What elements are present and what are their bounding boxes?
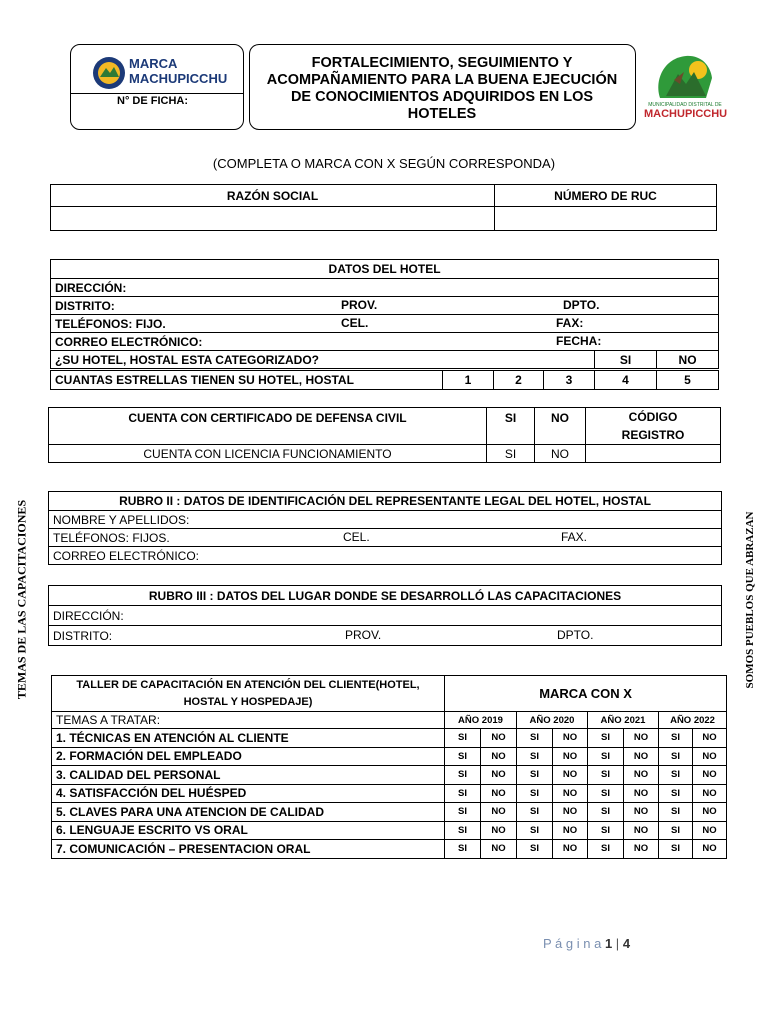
tema-no-option[interactable]: NO [553, 784, 588, 803]
taller-row [52, 747, 727, 766]
tema-no-option[interactable]: NO [693, 821, 727, 840]
pagina-label: P á g i n a [543, 936, 602, 951]
tema-no-option[interactable]: NO [481, 821, 517, 840]
tema-si-option[interactable]: SI [659, 803, 693, 822]
rubro3-distrito-row[interactable] [49, 626, 722, 646]
tema-si-option[interactable]: SI [659, 840, 693, 859]
rubro2-cel-label: CEL. [343, 530, 370, 544]
rubro3-table [48, 585, 722, 646]
rubro3-dpto-label: DPTO. [557, 628, 594, 642]
razon-social-header: RAZÓN SOCIAL [51, 185, 495, 207]
instruction-text: (COMPLETA O MARCA CON X SEGÚN CORRESPONDA) [212, 156, 556, 171]
rubro3-title: RUBRO III : DATOS DEL LUGAR DONDE SE DESARROLLÓ LAS CAPACITACIONES [49, 586, 722, 606]
tema-no-option[interactable]: NO [481, 729, 517, 748]
tema-no-option[interactable]: NO [481, 784, 517, 803]
tema-si-option[interactable]: SI [588, 803, 624, 822]
direccion-field[interactable]: DIRECCIÓN: [51, 279, 719, 297]
dpto-label: DPTO. [563, 298, 600, 312]
tema-si-option[interactable]: SI [445, 784, 481, 803]
certificado-table [48, 407, 721, 463]
tema-no-option[interactable]: NO [624, 840, 659, 859]
tema-si-option[interactable]: SI [517, 803, 553, 822]
title-box [249, 44, 636, 130]
tema-no-option[interactable]: NO [624, 747, 659, 766]
correo-label: CORREO ELECTRÓNICO: [55, 334, 203, 349]
temas-header: TEMAS A TRATAR: [52, 712, 445, 729]
tema-si-option[interactable]: SI [659, 821, 693, 840]
tema-si-option[interactable]: SI [588, 821, 624, 840]
taller-row [52, 821, 727, 840]
municipalidad-logo [644, 50, 728, 122]
tema-si-option[interactable]: SI [445, 766, 481, 785]
codigo-registro-header [586, 408, 721, 445]
star-option[interactable]: 3 [544, 371, 595, 390]
tema-no-option[interactable]: NO [624, 729, 659, 748]
datos-hotel-title: DATOS DEL HOTEL [51, 260, 719, 279]
star-option[interactable]: 2 [494, 371, 544, 390]
tema-no-option[interactable]: NO [693, 840, 727, 859]
tema-no-option[interactable]: NO [553, 821, 588, 840]
codigo-registro-field[interactable] [586, 445, 721, 463]
tema-si-option[interactable]: SI [588, 747, 624, 766]
tema-si-option[interactable]: SI [588, 729, 624, 748]
licencia-no[interactable]: NO [535, 445, 586, 463]
seal-icon [91, 55, 127, 91]
tema-si-option[interactable]: SI [517, 821, 553, 840]
distrito-label: DISTRITO: [55, 298, 115, 313]
star-option[interactable]: 1 [443, 371, 494, 390]
categorizado-si[interactable]: SI [595, 351, 657, 369]
logo-text-machupicchu: MACHUPICCHU [129, 71, 228, 86]
fax-label: FAX: [556, 316, 584, 330]
mountain-sun-icon [650, 50, 720, 104]
tema-si-option[interactable]: SI [517, 729, 553, 748]
rubro2-telefonos-label: TELÉFONOS: FIJOS. [53, 530, 170, 545]
categorizado-no[interactable]: NO [657, 351, 719, 369]
ficha-divider [71, 93, 243, 94]
tema-si-option[interactable]: SI [659, 766, 693, 785]
taller-row [52, 784, 727, 803]
tema-no-option[interactable]: NO [624, 766, 659, 785]
taller-title-line2: HOSTAL Y HOSPEDAJE) [183, 695, 313, 708]
rubro3-distrito-label: DISTRITO: [53, 628, 113, 643]
defensa-civil-no[interactable]: NO [535, 408, 586, 445]
taller-title [52, 676, 445, 712]
marca-con-x-header: MARCA CON X [445, 676, 727, 712]
correo-row[interactable] [51, 333, 719, 351]
nombre-field[interactable]: NOMBRE Y APELLIDOS: [49, 511, 722, 529]
tema-no-option[interactable]: NO [553, 747, 588, 766]
tema-si-option[interactable]: SI [517, 747, 553, 766]
tema-no-option[interactable]: NO [481, 803, 517, 822]
side-text-left: TEMAS DE LAS CAPACITACIONES [14, 499, 29, 700]
categorizado-label: ¿SU HOTEL, HOSTAL ESTA CATEGORIZADO? [51, 351, 595, 369]
taller-row [52, 840, 727, 859]
estrellas-table [50, 370, 719, 390]
header-logo-box [70, 44, 244, 130]
licencia-si[interactable]: SI [487, 445, 535, 463]
registro-label: REGISTRO [621, 428, 685, 442]
year-header: AÑO 2021 [588, 712, 659, 729]
marca-machupicchu-logo [91, 55, 231, 91]
tema-label: 3. CALIDAD DEL PERSONAL [52, 766, 445, 785]
cel-label: CEL. [341, 316, 369, 330]
tema-label: 4. SATISFACCIÓN DEL HUÉSPED [52, 784, 445, 803]
municipalidad-small-text: MUNICIPALIDAD DISTRITAL DE [648, 102, 722, 108]
year-header: AÑO 2020 [517, 712, 588, 729]
tema-no-option[interactable]: NO [553, 729, 588, 748]
tema-no-option[interactable]: NO [693, 729, 727, 748]
taller-row [52, 729, 727, 748]
rubro2-title: RUBRO II : DATOS DE IDENTIFICACIÓN DEL REPRESENTANTE LEGAL DEL HOTEL, HOSTAL [49, 492, 722, 511]
tema-label: 6. LENGUAJE ESCRITO VS ORAL [52, 821, 445, 840]
telefonos-row[interactable] [51, 315, 719, 333]
tema-si-option[interactable]: SI [588, 840, 624, 859]
tema-no-option[interactable]: NO [624, 803, 659, 822]
star-option[interactable]: 4 [595, 371, 657, 390]
tema-si-option[interactable]: SI [517, 840, 553, 859]
ruc-header: NÚMERO DE RUC [495, 185, 717, 207]
tema-si-option[interactable]: SI [445, 747, 481, 766]
licencia-label: CUENTA CON LICENCIA FUNCIONAMIENTO [49, 445, 487, 463]
tema-no-option[interactable]: NO [481, 840, 517, 859]
tema-si-option[interactable]: SI [659, 729, 693, 748]
tema-si-option[interactable]: SI [659, 784, 693, 803]
tema-no-option[interactable]: NO [624, 784, 659, 803]
tema-si-option[interactable]: SI [445, 821, 481, 840]
tema-no-option[interactable]: NO [553, 840, 588, 859]
rubro2-table [48, 491, 722, 565]
tema-no-option[interactable]: NO [624, 821, 659, 840]
tema-si-option[interactable]: SI [659, 747, 693, 766]
logo-text-marca: MARCA [129, 56, 178, 71]
defensa-civil-label: CUENTA CON CERTIFICADO DE DEFENSA CIVIL [49, 408, 487, 445]
razon-social-field[interactable] [51, 207, 495, 231]
rubro3-prov-label: PROV. [345, 628, 382, 642]
tema-label: 5. CLAVES PARA UNA ATENCION DE CALIDAD [52, 803, 445, 822]
tema-label: 1. TÉCNICAS EN ATENCIÓN AL CLIENTE [52, 729, 445, 748]
municipalidad-big-text: MACHUPICCHU [644, 108, 728, 120]
page-separator: | [615, 936, 620, 951]
prov-label: PROV. [341, 298, 378, 312]
tema-no-option[interactable]: NO [693, 784, 727, 803]
estrellas-label: CUANTAS ESTRELLAS TIENEN SU HOTEL, HOSTAL [51, 371, 443, 390]
tema-no-option[interactable]: NO [553, 803, 588, 822]
tema-si-option[interactable]: SI [517, 766, 553, 785]
tema-no-option[interactable]: NO [693, 766, 727, 785]
rubro2-fax-label: FAX. [561, 530, 588, 544]
year-header: AÑO 2019 [445, 712, 517, 729]
rubro2-telefonos-row[interactable] [49, 529, 722, 547]
tema-label: 2. FORMACIÓN DEL EMPLEADO [52, 747, 445, 766]
taller-row [52, 766, 727, 785]
tema-si-option[interactable]: SI [588, 784, 624, 803]
tema-label: 7. COMUNICACIÓN – PRESENTACION ORAL [52, 840, 445, 859]
tema-no-option[interactable]: NO [553, 766, 588, 785]
taller-row [52, 803, 727, 822]
form-title: FORTALECIMIENTO, SEGUIMIENTO Y ACOMPAÑAMIENTO PARA LA BUENA EJECUCIÓN DE CONOCIMIENTOS ADQUIRIDOS EN LOS HOTELES [266, 55, 618, 122]
page-total: 4 [622, 936, 631, 951]
tema-no-option[interactable]: NO [481, 747, 517, 766]
telefonos-label: TELÉFONOS: FIJO. [55, 316, 166, 331]
defensa-civil-si[interactable]: SI [487, 408, 535, 445]
rubro2-correo-field[interactable]: CORREO ELECTRÓNICO: [49, 547, 722, 565]
distrito-row[interactable] [51, 297, 719, 315]
taller-table [51, 675, 727, 859]
star-option[interactable]: 5 [657, 371, 719, 390]
tema-si-option[interactable]: SI [588, 766, 624, 785]
rubro3-direccion-field[interactable]: DIRECCIÓN: [49, 606, 722, 626]
ficha-label: N° DE FICHA: [117, 95, 189, 107]
codigo-label: CÓDIGO [628, 410, 678, 424]
tema-si-option[interactable]: SI [445, 840, 481, 859]
tema-no-option[interactable]: NO [693, 747, 727, 766]
tema-no-option[interactable]: NO [693, 803, 727, 822]
page-footer [543, 936, 630, 951]
year-header: AÑO 2022 [659, 712, 727, 729]
tema-si-option[interactable]: SI [445, 729, 481, 748]
tema-si-option[interactable]: SI [445, 803, 481, 822]
tema-no-option[interactable]: NO [481, 766, 517, 785]
razon-social-table [50, 184, 717, 231]
side-text-right: SOMOS PUEBLOS QUE ABRAZAN [744, 511, 756, 689]
tema-si-option[interactable]: SI [517, 784, 553, 803]
datos-hotel-table [50, 259, 719, 369]
ruc-field[interactable] [495, 207, 717, 231]
page-number: 1 [604, 936, 613, 951]
fecha-label: FECHA: [556, 334, 602, 348]
taller-title-line1: TALLER DE CAPACITACIÓN EN ATENCIÓN DEL CLIENTE(HOTEL, [76, 678, 420, 691]
